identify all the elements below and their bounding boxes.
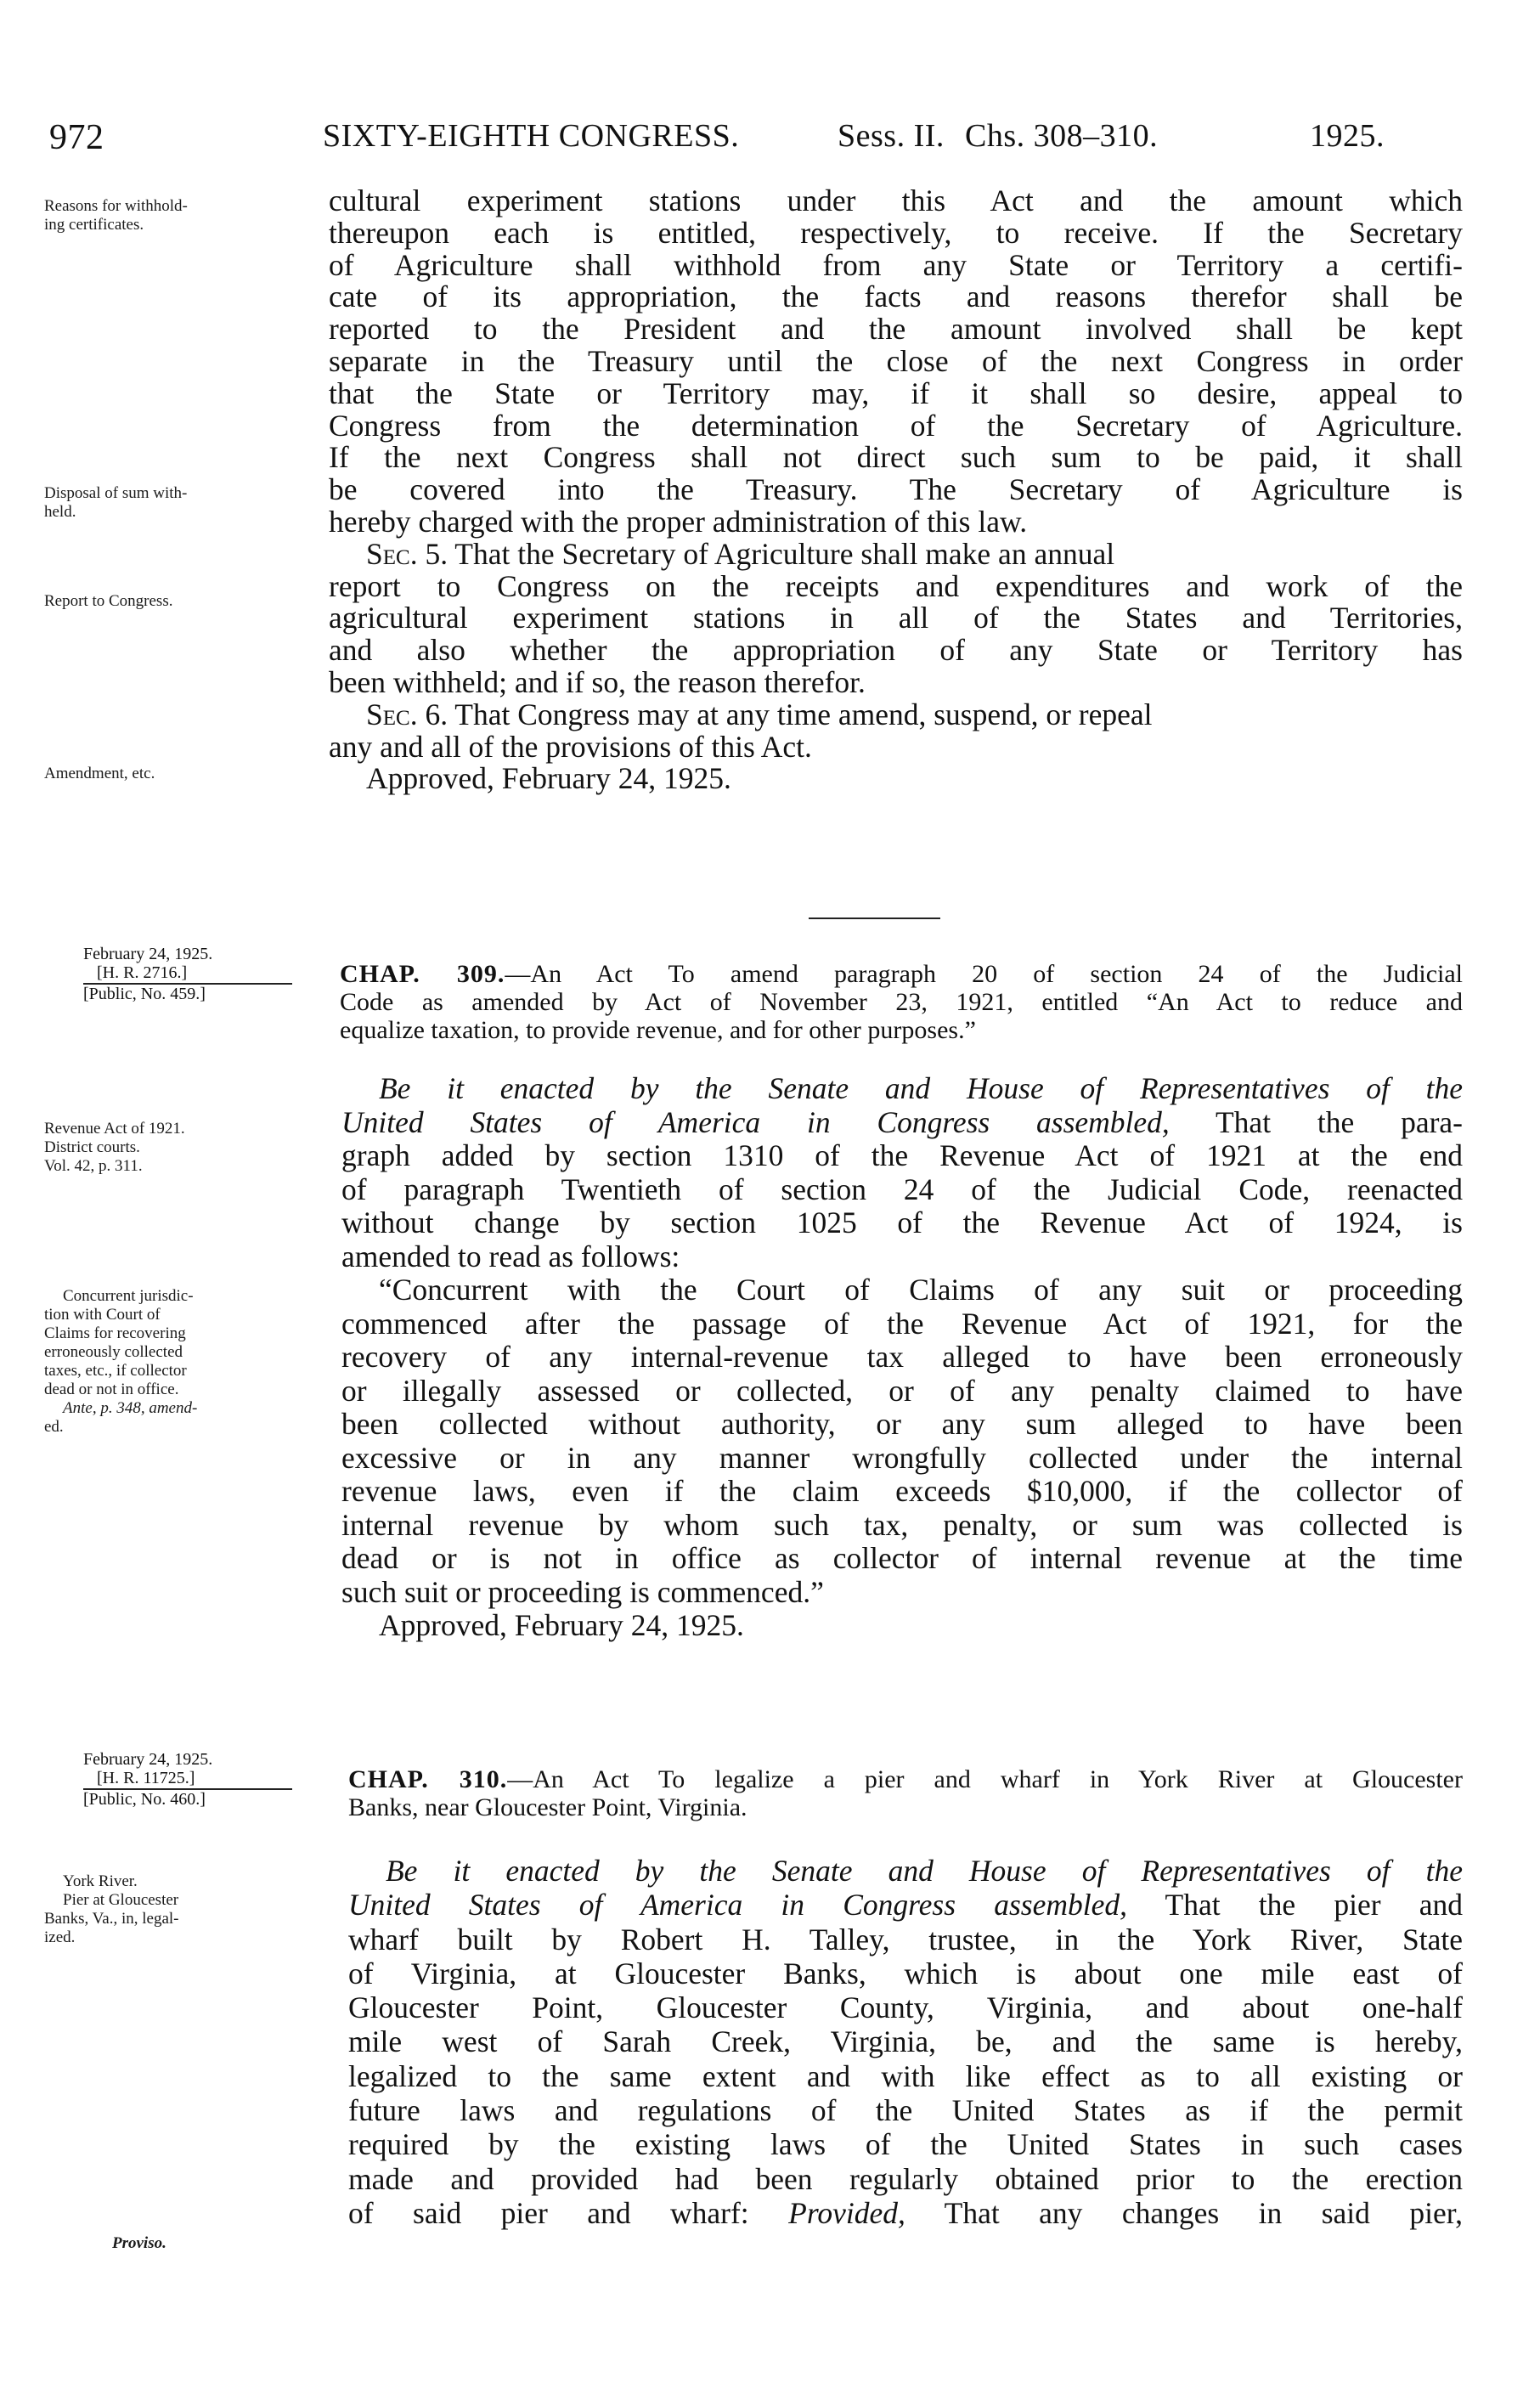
ch310-body [348,1854,1463,2230]
ch310-hr: [H. R. 11725.] [83,1769,292,1790]
margin-note-proviso: Proviso. [112,2234,166,2252]
approved-line: Approved, February 24, 1925. [379,1608,744,1642]
ch309-title: CHAP. 309.—An Act To amend paragraph 20 of section 24 of the Judicial Code as amended by Act of November 23, 1921, entitled “An Act to reduce and equalize taxation, to provide revenue, and for other purposes.” [340,960,1463,1044]
body-line: wharf built by Robert H. Talley, trustee, in the York River, State [348,1922,1463,1956]
ch310-bill-info [83,1750,313,1809]
ch309-hr: [H. R. 2716.] [83,963,292,985]
body-line: of paragraph Twentieth of section 24 of the Judicial Code, reenacted [341,1172,1463,1206]
congress-title: SIXTY-EIGHTH CONGRESS. [323,118,740,154]
approved-line: Approved, February 24, 1925. [366,761,731,796]
body-line: of Agriculture shall withhold from any State or Territory a certifi- [329,247,1463,282]
margin-note-concurrent: Concurrent jurisdic- tion with Court of Claims for recovering erroneously collected taxes, etc., if collector dead or not in office. Ante, p. 348, amend- ed. [44,1287,198,1436]
ch310-public: [Public, No. 460.] [83,1790,206,1809]
quote-line: commenced after the passage of the Revenue Act of 1921, for the [341,1306,1463,1341]
ch310-title: CHAP. 310.—An Act To legalize a pier and wharf in York River at Gloucester Banks, near Gloucester Point, Virginia. [348,1765,1463,1821]
quote-line: excessive or in any manner wrongfully collected under the internal [341,1440,1463,1475]
body-line: graph added by section 1310 of the Revenue Act of 1921 at the end [341,1138,1463,1172]
body-line: reported to the President and the amount involved shall be kept [329,312,1463,347]
body-line: required by the existing laws of the United States in such cases [348,2127,1463,2162]
chapters-label: Chs. 308–310. [965,118,1159,154]
body-line: made and provided had been regularly obtained prior to the erection [348,2161,1463,2196]
quote-line: internal revenue by whom such tax, penalty, or sum was collected is [341,1507,1463,1542]
section-6-line: Sec. 6. That Congress may at any time amend, suspend, or repeal [366,697,1153,731]
enacting-clause: Be it enacted by the Senate and House of Representatives of the [379,1071,1463,1105]
body-line: separate in the Treasury until the close of the next Congress in order [329,343,1463,378]
section-5-line: Sec. 5. That the Secretary of Agriculture shall make an annual [366,536,1115,571]
margin-note-report: Report to Congress. [44,592,173,610]
page-number: 972 [49,118,104,157]
margin-note-york-river: York River. Pier at Gloucester Banks, Va., in, legal- ized. [44,1872,179,1946]
body-line: cultural experiment stations under this Act and the amount which [329,184,1463,217]
quote-line: been collected without authority, or any sum alleged to have been [341,1407,1463,1441]
body-line: hereby charged with the proper administration of this law. [329,504,1028,539]
quote-line: such suit or proceeding is commenced.” [341,1574,824,1609]
sec5-label: Sec. 5. [366,536,448,571]
body-line: and also whether the appropriation of any State or Territory has [329,633,1463,668]
body-line: Gloucester Point, Gloucester County, Virginia, and about one-half [348,1990,1463,2025]
body-line: any and all of the provisions of this Act. [329,729,812,764]
body-line: that the State or Territory may, if it shall so desire, appeal to [329,375,1463,410]
body-line: If the next Congress shall not direct such sum to be paid, it shall [329,440,1463,475]
ch310-date: February 24, 1925. [83,1750,213,1769]
running-header [49,117,1442,168]
body-line: be covered into the Treasury. The Secretary of Agriculture is [329,472,1463,507]
body-line: been withheld; and if so, the reason therefor. [329,664,866,699]
quote-line: dead or is not in office as collector of internal revenue at the time [341,1541,1463,1575]
body-line: report to Congress on the receipts and expenditures and work of the [329,568,1463,603]
body-line: agricultural experiment stations in all of the States and Territories, [329,601,1463,635]
quote-line: “Concurrent with the Court of Claims of any suit or proceeding [379,1273,1463,1307]
body-line: cate of its appropriation, the facts and reasons therefor shall be [329,279,1463,314]
ch310-label: CHAP. 310. [348,1765,508,1793]
header-year: 1925. [1310,118,1385,154]
body-line: without change by section 1025 of the Revenue Act of 1924, is [341,1205,1463,1239]
margin-note-amendment: Amendment, etc. [44,765,155,782]
proviso-line: of said pier and wharf: Provided, That any changes in said pier, [348,2195,1464,2230]
body-line: mile west of Sarah Creek, Virginia, be, and the same is hereby, [348,2024,1463,2059]
margin-note-revenue-act: Revenue Act of 1921. District courts. Vol. 42, p. 311. [44,1120,185,1175]
session-label: Sess. II. [838,118,945,154]
margin-note-reasons: Reasons for withhold- ing certificates. [44,197,188,234]
quote-line: or illegally assessed or collected, or of any penalty claimed to have [341,1373,1463,1408]
quote-line: revenue laws, even if the claim exceeds $10,000, if the collector of [341,1474,1463,1508]
body-line: Congress from the determination of the Secretary of Agriculture. [329,408,1463,443]
ch309-body [341,1072,1463,1643]
enacting-clause: Be it enacted by the Senate and House of Representatives of the [386,1854,1463,1888]
ch309-public: [Public, No. 459.] [83,985,206,1003]
body-line: future laws and regulations of the United States as if the permit [348,2093,1463,2128]
ch309-bill-info [83,945,313,1003]
body-line: legalized to the same extent and with like effect as to all existing or [348,2058,1463,2093]
body-line: thereupon each is entitled, respectively, to receive. If the Secretary [329,215,1463,250]
section-divider [809,918,940,919]
ch308-continued [329,185,1463,795]
margin-note-disposal: Disposal of sum with- held. [44,484,188,521]
ch309-date: February 24, 1925. [83,945,213,963]
body-line: of Virginia, at Gloucester Banks, which is about one mile east of [348,1956,1463,1990]
enacting-clause-2: United States of America in Congress assembled, That the pier and [348,1888,1463,1923]
quote-line: recovery of any internal-revenue tax alleged to have been erroneously [341,1340,1463,1374]
body-line: amended to read as follows: [341,1239,680,1273]
enacting-clause-2: United States of America in Congress assembled, That the para- [341,1104,1463,1139]
ch309-label: CHAP. 309. [340,960,505,988]
sec6-label: Sec. 6. [366,697,448,731]
